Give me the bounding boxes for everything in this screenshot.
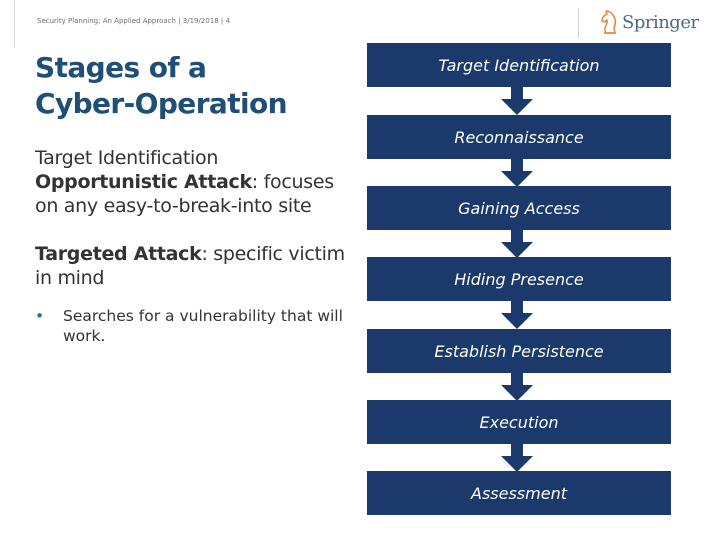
stage-execution: Execution [367, 400, 671, 444]
slide-title [35, 50, 335, 122]
target-identification-heading: Target Identification [35, 147, 219, 169]
opportunistic-term: Opportunistic Attack [35, 171, 252, 193]
bullet-dot: • [35, 307, 45, 325]
slide-title-line-1: Stages of a [35, 51, 207, 84]
springer-logo [598, 8, 699, 36]
springer-logo-text: Springer [622, 12, 699, 33]
opportunistic-paragraph [35, 146, 355, 218]
stage-hiding-presence: Hiding Presence [367, 257, 671, 301]
down-arrow-icon [501, 444, 533, 472]
header-text: Security Planning: An Applied Approach | 3/19/2018 | 4 [37, 17, 230, 25]
down-arrow-icon [501, 159, 533, 187]
targeted-description: : specific victim in mind [35, 243, 345, 289]
header-left-rule [14, 0, 15, 48]
down-arrow-icon [501, 301, 533, 329]
slide-title-line-2: Cyber-Operation [35, 87, 287, 120]
header-divider [578, 8, 579, 38]
down-arrow-icon [501, 87, 533, 115]
stage-establish-persistence: Establish Persistence [367, 329, 671, 373]
stage-gaining-access: Gaining Access [367, 186, 671, 230]
springer-chess-knight-icon [598, 8, 620, 36]
stage-target-identification: Target Identification [367, 43, 671, 87]
vulnerability-bullet-text: Searches for a vulnerability that will work. [63, 307, 343, 345]
down-arrow-icon [501, 230, 533, 258]
down-arrow-icon [501, 373, 533, 401]
opportunistic-line [35, 170, 355, 218]
stage-reconnaissance: Reconnaissance [367, 115, 671, 159]
targeted-term: Targeted Attack [35, 243, 202, 265]
vulnerability-bullet [35, 306, 355, 346]
targeted-paragraph [35, 242, 355, 290]
opportunistic-description: : focuses on any easy-to-break-into site [35, 171, 334, 217]
stage-assessment: Assessment [367, 471, 671, 515]
